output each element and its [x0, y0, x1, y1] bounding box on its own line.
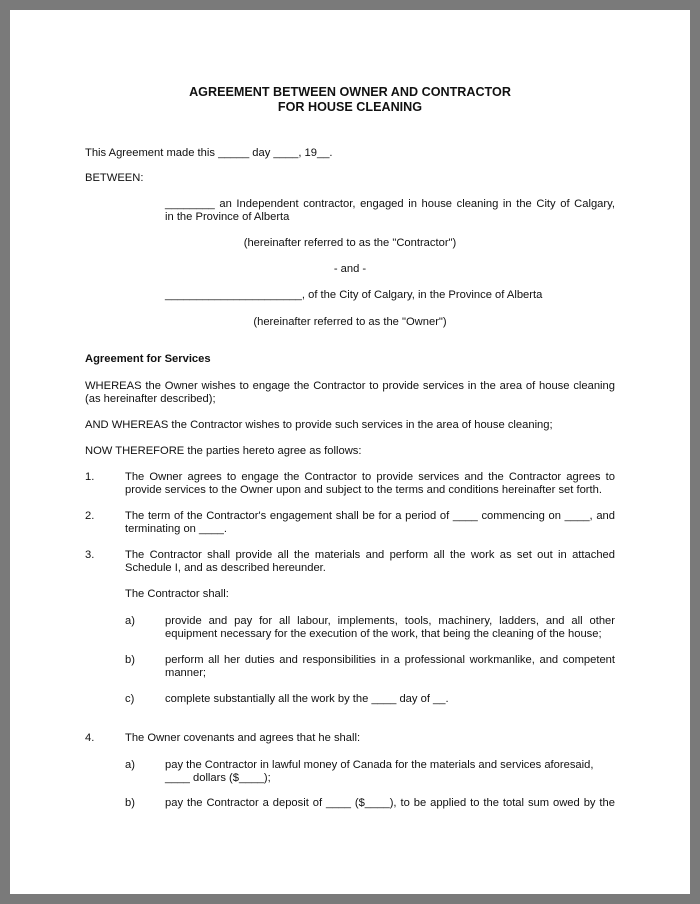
sub-item-text-line: ____ dollars ($____); [165, 772, 271, 784]
item-text-line: The Contractor shall provide all the materials and perform all the work as set out in attached [125, 549, 615, 561]
sub-item-letter: b) [125, 797, 135, 809]
sub-item-letter: a) [125, 759, 135, 771]
document-title-line-2: FOR HOUSE CLEANING [277, 100, 423, 114]
document-page [10, 10, 690, 894]
contractor-party [165, 198, 615, 224]
contractor-reference: (hereinafter referred to as the "Contractor") [243, 237, 457, 249]
sub-item-text [165, 654, 615, 680]
item-text: The Owner covenants and agrees that he shall: [125, 732, 361, 744]
and-separator: - and - [333, 263, 367, 275]
item-text-line: The Owner agrees to engage the Contractor to provide services and the Contractor agrees to [125, 471, 615, 483]
whereas-owner-line-2: (as hereinafter described); [85, 393, 216, 405]
item-text-line: provide services to the Owner upon and subject to the terms and conditions hereinafter set forth. [125, 484, 602, 496]
sub-item-text: complete substantially all the work by the ____ day of __. [165, 693, 449, 705]
agreement-date-line: This Agreement made this _____ day ____, 19__. [85, 147, 333, 159]
whereas-contractor: AND WHEREAS the Contractor wishes to provide such services in the area of house cleaning; [85, 419, 553, 431]
sub-item-letter: b) [125, 654, 135, 666]
item-number: 4. [85, 732, 95, 744]
whereas-owner-line-1: WHEREAS the Owner wishes to engage the Contractor to provide services in the area of house cleaning [85, 380, 615, 392]
sub-item-text-line: provide and pay for all labour, implements, tools, machinery, ladders, and all other [165, 615, 615, 627]
sub-item-text [165, 797, 615, 810]
item-number: 3. [85, 549, 95, 561]
sub-item-letter: a) [125, 615, 135, 627]
owner-reference: (hereinafter referred to as the "Owner") [253, 316, 447, 328]
sub-item-text-line: pay the Contractor in lawful money of Canada for the materials and services aforesaid, [165, 759, 594, 771]
section-heading: Agreement for Services [85, 353, 211, 365]
sub-item-text-line: perform all her duties and responsibilities in a professional workmanlike, and competent [165, 654, 615, 666]
sub-item-letter: c) [125, 693, 135, 705]
now-therefore: NOW THEREFORE the parties hereto agree as follows: [85, 445, 362, 457]
item-text [125, 510, 615, 536]
item-text [125, 549, 615, 575]
contractor-shall-label: The Contractor shall: [125, 588, 229, 600]
sub-item-text [165, 759, 615, 785]
item-text-line: Schedule I, and as described hereunder. [125, 562, 326, 574]
sub-item-text-line: equipment necessary for the execution of the work, that being the cleaning of the house; [165, 628, 602, 640]
sub-item-text-line: manner; [165, 667, 207, 679]
item-text [125, 471, 615, 497]
document-title-line-1: AGREEMENT BETWEEN OWNER AND CONTRACTOR [189, 85, 511, 99]
item-number: 1. [85, 471, 95, 483]
whereas-owner [85, 380, 615, 406]
sub-item-text [165, 615, 615, 641]
item-text-line: terminating on ____. [125, 523, 227, 535]
contractor-party-line-1: ________ an Independent contractor, engaged in house cleaning in the City of Calgary, [165, 198, 615, 210]
between-label: BETWEEN: [85, 172, 144, 184]
contractor-party-line-2: in the Province of Alberta [165, 211, 290, 223]
item-number: 2. [85, 510, 95, 522]
item-text-line: The term of the Contractor's engagement shall be for a period of ____ commencing on ____, and [125, 510, 615, 522]
sub-item-text-line: pay the Contractor a deposit of ____ ($____), to be applied to the total sum owed by the [165, 797, 615, 809]
owner-party: ______________________, of the City of Calgary, in the Province of Alberta [165, 289, 543, 301]
